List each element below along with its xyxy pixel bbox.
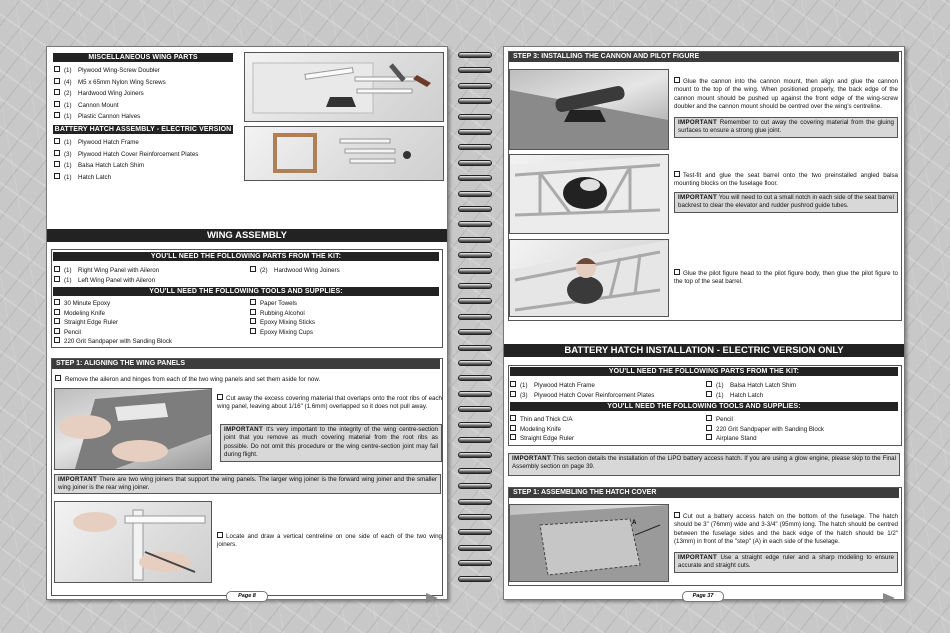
list-item: [510, 391, 654, 400]
item-label: 220 Grit Sandpaper with Sanding Block: [64, 338, 173, 345]
next-arrow-icon: [883, 593, 895, 603]
binding-ring: [458, 375, 492, 381]
list-item: [54, 328, 81, 337]
step1-hatch-important: IMPORTANT Use a straight edge ruler and a sharp modeling to ensure accurate and straight cuts.: [674, 552, 898, 573]
checkbox-icon[interactable]: [54, 89, 60, 95]
binding-ring: [458, 67, 492, 73]
list-item: [250, 299, 297, 308]
checkbox-icon[interactable]: [217, 532, 223, 538]
item-quantity: (1): [64, 139, 72, 146]
binding-ring: [458, 360, 492, 366]
binding-ring: [458, 406, 492, 412]
binding-ring: [458, 98, 492, 104]
step1-important-1: IMPORTANT It's very important to the integrity of the wing centre-section joint that you remove as much covering material from the root ribs as possible. Do not omit this procedure or the wing centre-section joint may fail during flight.: [220, 424, 442, 462]
cut-covering-photo: [54, 388, 212, 470]
item-quantity: (1): [64, 173, 72, 181]
checkbox-icon[interactable]: [54, 78, 60, 84]
item-label: Modeling Knife: [520, 425, 561, 433]
wing-tools-needed-header: YOU'LL NEED THE FOLLOWING TOOLS AND SUPPLIES:: [53, 287, 439, 296]
list-item: [54, 66, 160, 75]
checkbox-icon[interactable]: [55, 375, 61, 381]
item-label: Hatch Latch: [730, 391, 764, 399]
binding-ring: [458, 252, 492, 258]
step1-hatch-header: STEP 1: ASSEMBLING THE HATCH COVER: [509, 488, 899, 498]
checkbox-icon[interactable]: [706, 391, 712, 397]
binding-ring: [458, 329, 492, 335]
left-page: [46, 46, 448, 600]
seat-barrel-photo: [509, 154, 669, 234]
binding-ring: [458, 191, 492, 197]
wing-joiner-photo: [54, 501, 212, 583]
item-label: Plywood Hatch Frame: [78, 139, 139, 146]
checkbox-icon[interactable]: [706, 434, 712, 440]
checkbox-icon[interactable]: [54, 101, 60, 107]
list-item: [54, 101, 119, 110]
checkbox-icon[interactable]: [54, 309, 60, 315]
list-item: [706, 415, 733, 424]
checkbox-icon[interactable]: [54, 112, 60, 118]
binding-ring: [458, 452, 492, 458]
item-label: Plywood Hatch Cover Reinforcement Plates: [78, 150, 199, 158]
checkbox-icon[interactable]: [54, 299, 60, 305]
misc-wing-parts-header: MISCELLANEOUS WING PARTS: [53, 53, 233, 62]
list-item: [510, 434, 574, 443]
checkbox-icon[interactable]: [54, 138, 60, 144]
step1-cut-covering-text: Cut away the excess covering material that overlaps onto the root ribs of each wing panel, leaving about 1/16" (1.6mm) overlapped so it does not pull away.: [217, 395, 442, 411]
checkbox-icon[interactable]: [706, 381, 712, 387]
item-label: Straight Edge Ruler: [64, 319, 118, 326]
binding-ring: [458, 422, 492, 428]
item-label: Plywood Hatch Frame: [534, 382, 595, 389]
next-arrow-icon: [426, 593, 438, 603]
item-quantity: (1): [64, 67, 72, 74]
left-page-number: Page 8: [226, 591, 268, 602]
list-item: [706, 381, 796, 390]
checkbox-icon[interactable]: [250, 299, 256, 305]
item-label: Left Wing Panel with Aileron: [78, 276, 156, 284]
list-item: [54, 89, 144, 98]
list-item: [54, 276, 155, 285]
list-item: [250, 309, 305, 318]
right-page-number: Page 37: [682, 591, 724, 602]
item-label: Balsa Hatch Latch Shim: [730, 382, 797, 389]
item-label: 220 Grit Sandpaper with Sanding Block: [716, 425, 825, 433]
binding-ring: [458, 345, 492, 351]
checkbox-icon[interactable]: [510, 434, 516, 440]
checkbox-icon[interactable]: [54, 318, 60, 324]
binding-ring: [458, 283, 492, 289]
item-label: Modeling Knife: [64, 309, 105, 317]
step1-aligning-header: STEP 1: ALIGNING THE WING PANELS: [52, 359, 440, 369]
item-label: Thin and Thick C/A: [520, 416, 573, 423]
item-label: Plywood Wing-Screw Doubler: [78, 67, 160, 74]
checkbox-icon[interactable]: [54, 161, 60, 167]
checkbox-icon[interactable]: [706, 415, 712, 421]
binding-ring: [458, 175, 492, 181]
checkbox-icon[interactable]: [54, 173, 60, 179]
item-label: M5 x 65mm Nylon Wing Screws: [78, 78, 166, 86]
checkbox-icon[interactable]: [674, 269, 680, 275]
item-label: Hardwood Wing Joiners: [274, 267, 340, 274]
binding-ring: [458, 468, 492, 474]
step3-pilot-text: Glue the pilot figure head to the pilot figure body, then glue the pilot figure to the top of the seat barrel.: [674, 270, 898, 286]
list-item: [510, 415, 573, 424]
list-item: [510, 381, 595, 390]
checkbox-icon[interactable]: [54, 337, 60, 343]
wing-assembly-header: WING ASSEMBLY: [47, 229, 447, 242]
item-label: Epoxy Mixing Cups: [260, 328, 313, 336]
list-item: [250, 328, 313, 337]
list-item: [54, 78, 166, 87]
step1-intro: Remove the aileron and hinges from each of the two wing panels and set them aside for now.: [55, 375, 320, 384]
item-label: Airplane Stand: [716, 435, 757, 442]
hatch-parts-needed-header: YOU'LL NEED THE FOLLOWING PARTS FROM THE KIT:: [510, 367, 898, 376]
list-item: [706, 391, 763, 400]
battery-hatch-assembly-header: BATTERY HATCH ASSEMBLY - ELECTRIC VERSION: [54, 126, 232, 133]
item-label: Plywood Hatch Cover Reinforcement Plates: [534, 391, 655, 399]
binding-ring: [458, 144, 492, 150]
checkbox-icon[interactable]: [54, 276, 60, 282]
step3-important-1: IMPORTANT Remember to cut away the covering material from the gluing surfaces to ensure a strong glue joint.: [674, 117, 898, 138]
list-item: [54, 138, 139, 147]
step-a-label: A: [632, 520, 637, 526]
list-item: [510, 425, 561, 434]
binding-ring: [458, 83, 492, 89]
binding-ring: [458, 129, 492, 135]
misc-parts-photo: [244, 52, 444, 122]
binding-ring: [458, 114, 492, 120]
checkbox-icon[interactable]: [54, 328, 60, 334]
battery-hatch-installation-header: BATTERY HATCH INSTALLATION - ELECTRIC VERSION ONLY: [504, 344, 904, 357]
binding-ring: [458, 483, 492, 489]
item-label: Hardwood Wing Joiners: [78, 90, 144, 98]
binding-ring: [458, 560, 492, 566]
step3-important-2: IMPORTANT You will need to cut a small notch in each side of the seat barrel backrest to clear the elevator and rudder pushrod guide tubes.: [674, 192, 898, 213]
list-item: [54, 266, 159, 275]
binding-ring: [458, 237, 492, 243]
item-label: Cannon Mount: [78, 101, 119, 109]
checkbox-icon[interactable]: [54, 266, 60, 272]
checkbox-icon[interactable]: [674, 512, 680, 518]
checkbox-icon[interactable]: [54, 150, 60, 156]
hatch-cutout-photo: [509, 504, 669, 582]
checkbox-icon[interactable]: [706, 425, 712, 431]
item-label: Right Wing Panel with Aileron: [78, 267, 160, 274]
hatch-parts-photo: [244, 126, 444, 181]
checkbox-icon[interactable]: [54, 66, 60, 72]
step1-centreline-text: Locate and draw a vertical centreline on one side of each of the two wing joiners.: [217, 533, 442, 549]
checkbox-icon[interactable]: [250, 328, 256, 334]
list-item: [54, 161, 144, 170]
binding-ring: [458, 576, 492, 582]
item-label: Paper Towels: [260, 300, 298, 307]
item-label: Hatch Latch: [78, 173, 112, 181]
pilot-figure-photo: [509, 239, 669, 317]
checkbox-icon[interactable]: [217, 394, 223, 400]
binding-ring: [458, 545, 492, 551]
item-quantity: (1): [64, 276, 72, 284]
right-page: [503, 46, 905, 600]
item-quantity: (2): [260, 267, 268, 274]
step3-seat-barrel-text: Test-fit and glue the seat barrel onto the two preinstalled angled balsa mounting blocks on the fuselage floor.: [674, 172, 898, 188]
wing-parts-needed-header: YOU'LL NEED THE FOLLOWING PARTS FROM THE KIT:: [53, 252, 439, 261]
item-label: Pencil: [64, 328, 81, 336]
list-item: [54, 150, 198, 159]
item-label: Epoxy Mixing Sticks: [260, 319, 316, 326]
item-quantity: (1): [716, 382, 724, 389]
hatch-important: IMPORTANT This section details the installation of the LiPO battery access hatch. If you are using a glow engine, please skip to the Final Assembly section on page 39.: [508, 453, 900, 476]
binding-ring: [458, 206, 492, 212]
checkbox-icon[interactable]: [250, 318, 256, 324]
binding-ring: [458, 314, 492, 320]
list-item: [54, 299, 110, 308]
checkbox-icon[interactable]: [510, 381, 516, 387]
list-item: [54, 309, 105, 318]
item-quantity: (1): [64, 101, 72, 109]
binding-ring: [458, 391, 492, 397]
binding-ring: [458, 268, 492, 274]
item-label: Balsa Hatch Latch Shim: [78, 162, 145, 170]
item-label: Straight Edge Ruler: [520, 435, 574, 442]
item-label: Pencil: [716, 416, 733, 423]
item-quantity: (1): [64, 267, 72, 274]
binding-ring: [458, 514, 492, 520]
item-label: 30 Minute Epoxy: [64, 300, 111, 307]
step3-header: STEP 3: INSTALLING THE CANNON AND PILOT FIGURE: [509, 52, 899, 62]
checkbox-icon[interactable]: [510, 425, 516, 431]
step1-important-2: IMPORTANT There are two wing joiners that support the wing panels. The larger wing joiner is the forward wing joiner and the smaller wing joiner is the rear wing joiner.: [54, 474, 441, 494]
checkbox-icon[interactable]: [250, 309, 256, 315]
step3-cannon-text: Glue the cannon into the cannon mount, then align and glue the cannon mount to the top of the wing. When positioned properly, the back edge of the cannon mount should be pushed up against the front edge of the wing-screw doubler and the cannon mount should be centred over the wing's centreline.: [674, 78, 898, 110]
list-item: [250, 266, 340, 275]
item-quantity: (1): [64, 162, 72, 170]
list-item: [54, 173, 111, 182]
binding-ring: [458, 529, 492, 535]
binding-ring: [458, 160, 492, 166]
binding-ring: [458, 221, 492, 227]
list-item: [706, 425, 824, 434]
binding-ring: [458, 52, 492, 58]
item-quantity: (1): [64, 113, 72, 121]
step1-hatch-cut-text: Cut out a battery access hatch on the bottom of the fuselage. The hatch should be 3" (76mm) wide and 3-3/4" (95mm) long. The hatch should be centred between the fuselage sides and the back edge of the hatch should be 1/2" (13mm) in front of the "step" (A) in each side of the fuselage.: [674, 513, 898, 545]
item-quantity: (1): [520, 382, 528, 389]
list-item: [54, 318, 118, 327]
list-item: [706, 434, 757, 443]
item-quantity: (2): [64, 90, 72, 98]
binding-ring: [458, 298, 492, 304]
list-item: [54, 337, 172, 346]
cannon-photo: [509, 69, 669, 150]
item-quantity: (1): [716, 391, 724, 399]
hatch-tools-needed-header: YOU'LL NEED THE FOLLOWING TOOLS AND SUPPLIES:: [510, 402, 898, 411]
item-quantity: (3): [520, 391, 528, 399]
checkbox-icon[interactable]: [510, 415, 516, 421]
list-item: [250, 318, 315, 327]
item-quantity: (3): [64, 150, 72, 158]
item-label: Plastic Cannon Halves: [78, 113, 141, 121]
item-quantity: (4): [64, 78, 72, 86]
checkbox-icon[interactable]: [510, 391, 516, 397]
checkbox-icon[interactable]: [674, 77, 680, 83]
list-item: [54, 112, 140, 121]
item-label: Rubbing Alcohol: [260, 309, 305, 317]
checkbox-icon[interactable]: [674, 171, 680, 177]
binding-ring: [458, 499, 492, 505]
checkbox-icon[interactable]: [250, 266, 256, 272]
binding-ring: [458, 437, 492, 443]
